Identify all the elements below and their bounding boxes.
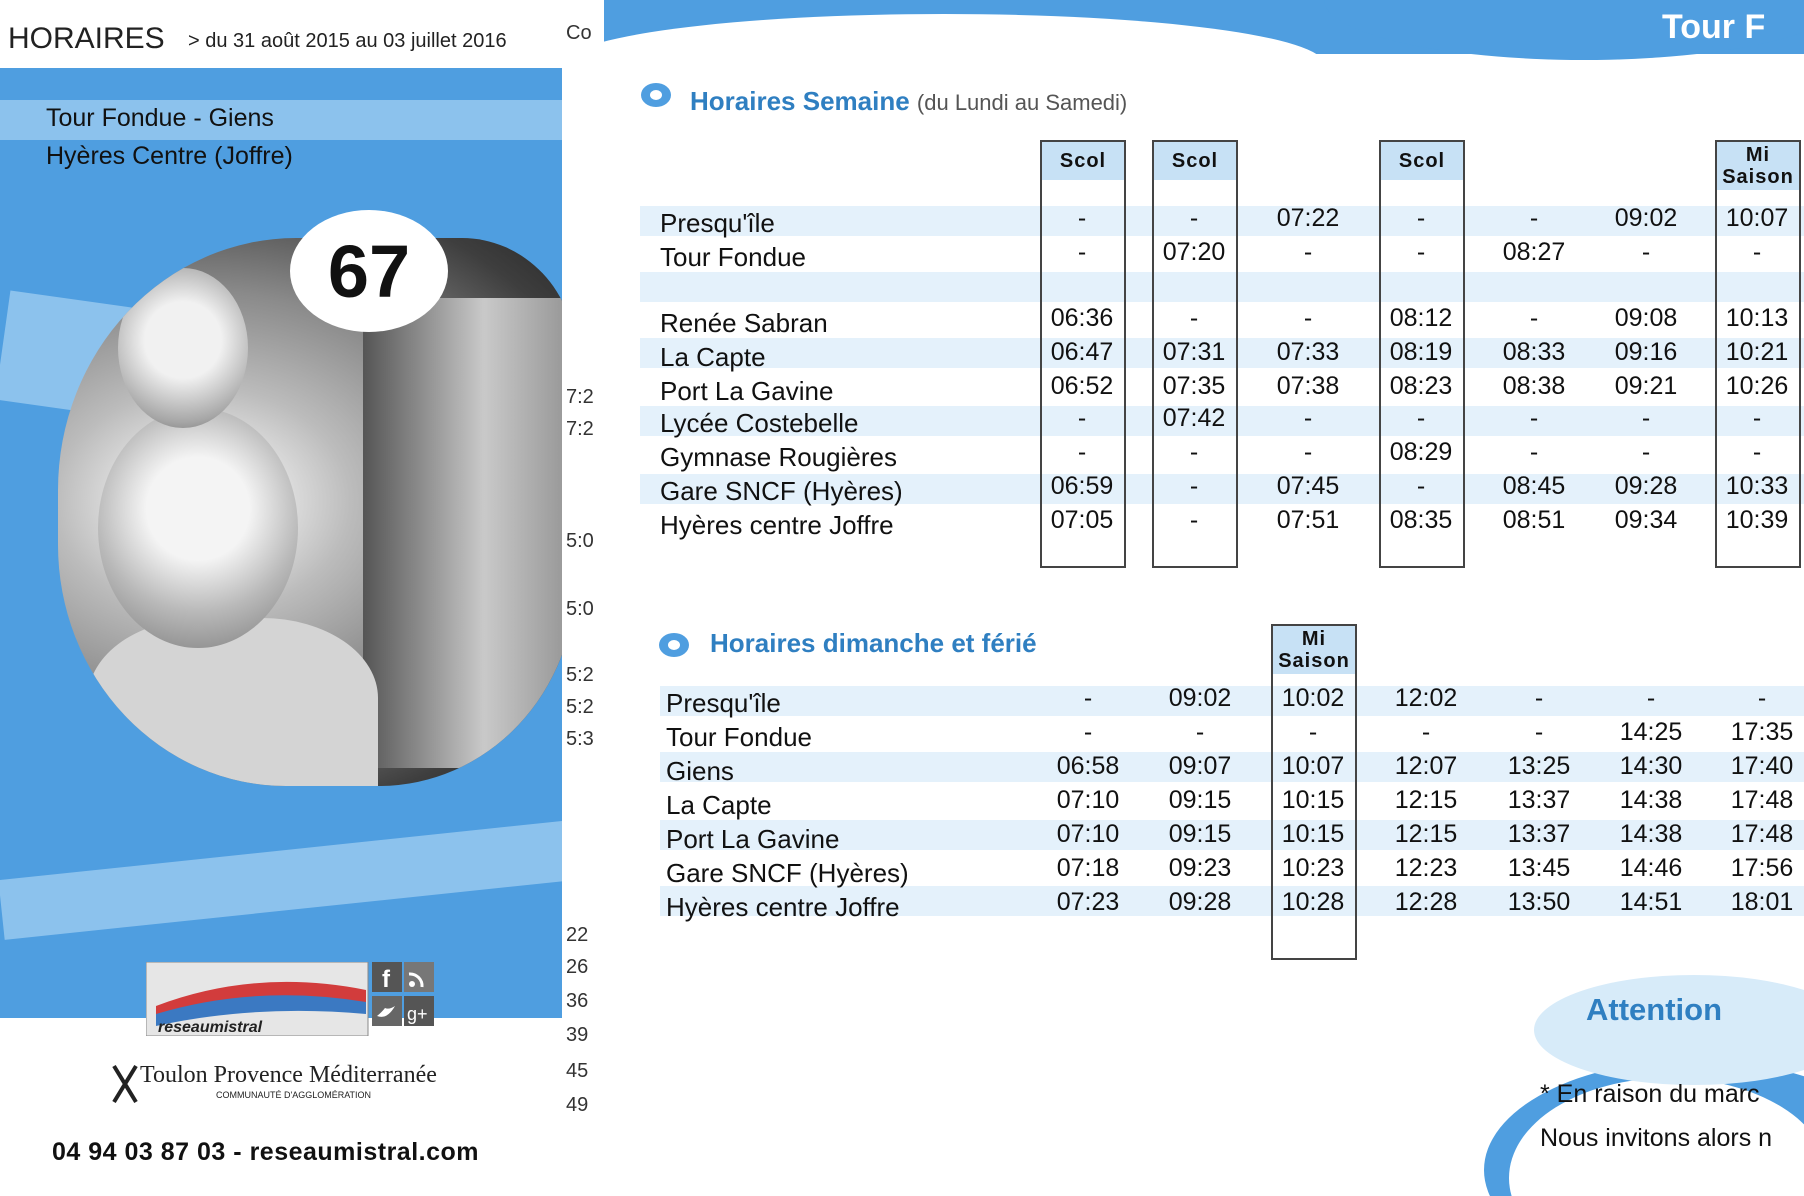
time-cell: 13:37 [1507, 820, 1571, 848]
child-face [118, 268, 248, 428]
fold-fragment: 5:0 [566, 530, 594, 552]
time-cell: 08:35 [1389, 506, 1453, 534]
time-cell: - [1077, 438, 1087, 466]
time-cell: 08:45 [1502, 472, 1566, 500]
fold-fragment: 5:0 [566, 598, 594, 620]
time-cell: 07:51 [1276, 506, 1340, 534]
time-cell: - [1529, 204, 1539, 232]
stop-name: Hyères centre Joffre [666, 892, 900, 922]
time-cell: 07:31 [1162, 338, 1226, 366]
fold-fragment: 7:2 [566, 418, 594, 440]
time-cell: 08:33 [1502, 338, 1566, 366]
route-line-2: Hyères Centre (Joffre) [46, 142, 293, 170]
time-cell: 06:58 [1056, 752, 1120, 780]
bus-section-icon [658, 632, 690, 658]
stop-name: Lycée Costebelle [660, 408, 859, 438]
time-cell: 07:22 [1276, 204, 1340, 232]
time-cell: 12:02 [1394, 684, 1458, 712]
column-header: Scol [1154, 142, 1236, 180]
time-cell: 10:23 [1281, 854, 1345, 882]
person-shirt [88, 618, 378, 786]
cover-stripe [0, 820, 575, 940]
time-cell: 10:39 [1725, 506, 1789, 534]
reseau-mistral-logo [146, 962, 436, 1036]
time-cell: - [1641, 438, 1651, 466]
column-header: Mi Saison [1717, 142, 1799, 190]
time-cell: - [1752, 438, 1762, 466]
time-cell: 07:33 [1276, 338, 1340, 366]
fold-fragment: 5:2 [566, 664, 594, 686]
time-cell: - [1641, 404, 1651, 432]
fold-fragment: 5:3 [566, 728, 594, 750]
stop-name: Tour Fondue [660, 242, 806, 272]
time-cell: 06:47 [1050, 338, 1114, 366]
time-cell: - [1529, 438, 1539, 466]
time-cell: - [1303, 304, 1313, 332]
cover-panel [0, 0, 575, 1196]
time-cell: - [1416, 238, 1426, 266]
time-cell: 13:45 [1507, 854, 1571, 882]
contact-line [52, 1138, 479, 1167]
weekday-subtitle: (du Lundi au Samedi) [916, 90, 1128, 115]
column-header: Mi Saison [1273, 626, 1355, 674]
man-face [98, 408, 298, 648]
time-cell: 10:26 [1725, 372, 1789, 400]
time-cell: - [1077, 404, 1087, 432]
cover-header [0, 0, 575, 68]
logo-wordmark: reseaumistral [158, 1019, 263, 1036]
time-cell: 10:15 [1281, 786, 1345, 814]
time-cell: 08:23 [1389, 372, 1453, 400]
time-cell: 18:01 [1730, 888, 1794, 916]
time-cell: - [1416, 472, 1426, 500]
time-cell: - [1752, 404, 1762, 432]
time-cell: 09:07 [1168, 752, 1232, 780]
column-header: Scol [1042, 142, 1124, 180]
stop-name: Presqu'île [666, 688, 781, 718]
time-cell: - [1308, 718, 1318, 746]
time-cell: 06:59 [1050, 472, 1114, 500]
time-cell: 14:38 [1619, 820, 1683, 848]
time-cell: - [1757, 684, 1767, 712]
attention-note-1: * En raison du marc [1540, 1080, 1760, 1108]
authority-subtitle: COMMUNAUTÉ D'AGGLOMÉRATION [216, 1090, 372, 1100]
time-cell: 09:08 [1614, 304, 1678, 332]
fold-fragment: 39 [566, 1024, 589, 1046]
time-cell: 08:38 [1502, 372, 1566, 400]
time-cell: - [1421, 718, 1431, 746]
sunday-section-title: Horaires dimanche et férié [710, 628, 1037, 658]
time-cell: 09:15 [1168, 820, 1232, 848]
time-cell: 14:30 [1619, 752, 1683, 780]
time-cell: - [1534, 684, 1544, 712]
stop-name: La Capte [666, 790, 772, 820]
time-cell: 08:19 [1389, 338, 1453, 366]
fold-fragment: 5:2 [566, 696, 594, 718]
svg-text:f: f [382, 966, 390, 993]
time-cell: - [1641, 238, 1651, 266]
time-cell: 09:23 [1168, 854, 1232, 882]
time-cell: 12:23 [1394, 854, 1458, 882]
time-cell: 07:35 [1162, 372, 1226, 400]
time-cell: - [1303, 404, 1313, 432]
line-number-badge: 67 [290, 210, 448, 332]
time-cell: - [1303, 438, 1313, 466]
time-cell: 10:21 [1725, 338, 1789, 366]
time-cell: - [1416, 204, 1426, 232]
attention-note-2: Nous invitons alors n [1540, 1124, 1773, 1152]
time-cell: 14:38 [1619, 786, 1683, 814]
google-plus-icon[interactable] [404, 996, 434, 1026]
svg-text:g+: g+ [407, 1004, 428, 1024]
time-cell: 14:25 [1619, 718, 1683, 746]
fold-fragment: Co [566, 22, 592, 44]
time-cell: 07:42 [1162, 404, 1226, 432]
fold-fragment: 7:2 [566, 386, 594, 408]
time-cell: 09:16 [1614, 338, 1678, 366]
time-cell: - [1195, 718, 1205, 746]
attention-title: Attention [1586, 992, 1723, 1027]
time-cell: - [1529, 304, 1539, 332]
time-cell: 12:15 [1394, 786, 1458, 814]
cover-photo [58, 238, 575, 786]
authority-name: Toulon Provence Méditerranée [140, 1062, 437, 1088]
time-cell: 08:29 [1389, 438, 1453, 466]
fold-fragments [562, 0, 592, 1196]
time-cell: 09:28 [1168, 888, 1232, 916]
time-cell: - [1189, 204, 1199, 232]
time-cell: 06:36 [1050, 304, 1114, 332]
time-cell: 09:15 [1168, 786, 1232, 814]
time-cell: 17:35 [1730, 718, 1794, 746]
contact-separator: - [233, 1138, 243, 1166]
time-cell: - [1534, 718, 1544, 746]
time-cell: 07:38 [1276, 372, 1340, 400]
twitter-icon[interactable] [372, 996, 402, 1026]
time-cell: 17:48 [1730, 820, 1794, 848]
stop-name: Gymnase Rougières [660, 442, 897, 472]
time-cell: 07:10 [1056, 786, 1120, 814]
time-cell: 12:07 [1394, 752, 1458, 780]
bus-section-icon [640, 82, 672, 108]
time-cell: 13:37 [1507, 786, 1571, 814]
tpm-emblem-icon [112, 1062, 138, 1106]
cover-title: HORAIRES [8, 22, 165, 55]
time-cell: 14:51 [1619, 888, 1683, 916]
fold-fragment: 36 [566, 990, 589, 1012]
time-cell: 08:51 [1502, 506, 1566, 534]
stop-name: Gare SNCF (Hyères) [666, 858, 909, 888]
time-cell: 10:07 [1725, 204, 1789, 232]
stop-name: Port La Gavine [660, 376, 834, 406]
time-cell: 09:21 [1614, 372, 1678, 400]
stop-name: La Capte [660, 342, 766, 372]
fold-fragment: 49 [566, 1094, 589, 1116]
time-cell: 09:28 [1614, 472, 1678, 500]
time-cell: 08:27 [1502, 238, 1566, 266]
stop-name: Presqu'île [660, 208, 775, 238]
fold-fragment: 45 [566, 1060, 589, 1082]
website-link[interactable]: reseaumistral.com [249, 1138, 480, 1166]
time-cell: 13:50 [1507, 888, 1571, 916]
time-cell: 10:02 [1281, 684, 1345, 712]
phone-number[interactable]: 04 94 03 87 03 [52, 1138, 226, 1166]
time-cell: 09:34 [1614, 506, 1678, 534]
time-cell: 06:52 [1050, 372, 1114, 400]
time-cell: 07:45 [1276, 472, 1340, 500]
time-cell: - [1189, 506, 1199, 534]
time-cell: 07:20 [1162, 238, 1226, 266]
time-cell: - [1303, 238, 1313, 266]
time-cell: 10:07 [1281, 752, 1345, 780]
time-cell: - [1189, 472, 1199, 500]
time-cell: 07:23 [1056, 888, 1120, 916]
time-cell: - [1529, 404, 1539, 432]
time-cell: 13:25 [1507, 752, 1571, 780]
time-cell: - [1077, 238, 1087, 266]
rss-icon[interactable] [404, 962, 434, 992]
facebook-icon[interactable] [372, 962, 402, 993]
time-cell: 12:15 [1394, 820, 1458, 848]
fold-fragment: 26 [566, 956, 589, 978]
time-cell: 09:02 [1168, 684, 1232, 712]
tpm-logo [112, 1062, 492, 1106]
time-cell: 17:56 [1730, 854, 1794, 882]
time-cell: - [1646, 684, 1656, 712]
bus-image [363, 298, 575, 768]
time-cell: 09:02 [1614, 204, 1678, 232]
time-cell: 12:28 [1394, 888, 1458, 916]
weekday-title: Horaires Semaine [690, 86, 910, 116]
time-cell: - [1083, 718, 1093, 746]
time-cell: - [1752, 238, 1762, 266]
time-cell: - [1416, 404, 1426, 432]
time-cell: 10:13 [1725, 304, 1789, 332]
stop-name: Renée Sabran [660, 308, 828, 338]
time-cell: 07:10 [1056, 820, 1120, 848]
stop-name: Tour Fondue [666, 722, 812, 752]
fold-fragment: 22 [566, 924, 589, 946]
time-cell: 17:40 [1730, 752, 1794, 780]
time-cell: 10:28 [1281, 888, 1345, 916]
time-cell: 07:18 [1056, 854, 1120, 882]
stop-name: Port La Gavine [666, 824, 840, 854]
cover-dates: > du 31 août 2015 au 03 juillet 2016 [188, 30, 507, 52]
time-cell: - [1077, 204, 1087, 232]
route-line-1: Tour Fondue - Giens [46, 104, 274, 132]
weekday-section-title [690, 86, 1127, 117]
time-cell: - [1189, 304, 1199, 332]
panel-brand: Tour F [1662, 8, 1766, 46]
time-cell: 17:48 [1730, 786, 1794, 814]
time-cell: 10:15 [1281, 820, 1345, 848]
time-cell: - [1189, 438, 1199, 466]
time-cell: 10:33 [1725, 472, 1789, 500]
timetable-panel [604, 0, 1804, 1196]
column-header: Scol [1381, 142, 1463, 180]
time-cell: 14:46 [1619, 854, 1683, 882]
time-cell: - [1083, 684, 1093, 712]
time-cell: 07:05 [1050, 506, 1114, 534]
stop-name: Gare SNCF (Hyères) [660, 476, 903, 506]
stop-name: Hyères centre Joffre [660, 510, 894, 540]
stop-name: Giens [666, 756, 734, 786]
cover-footer [0, 1018, 575, 1196]
time-cell: 08:12 [1389, 304, 1453, 332]
